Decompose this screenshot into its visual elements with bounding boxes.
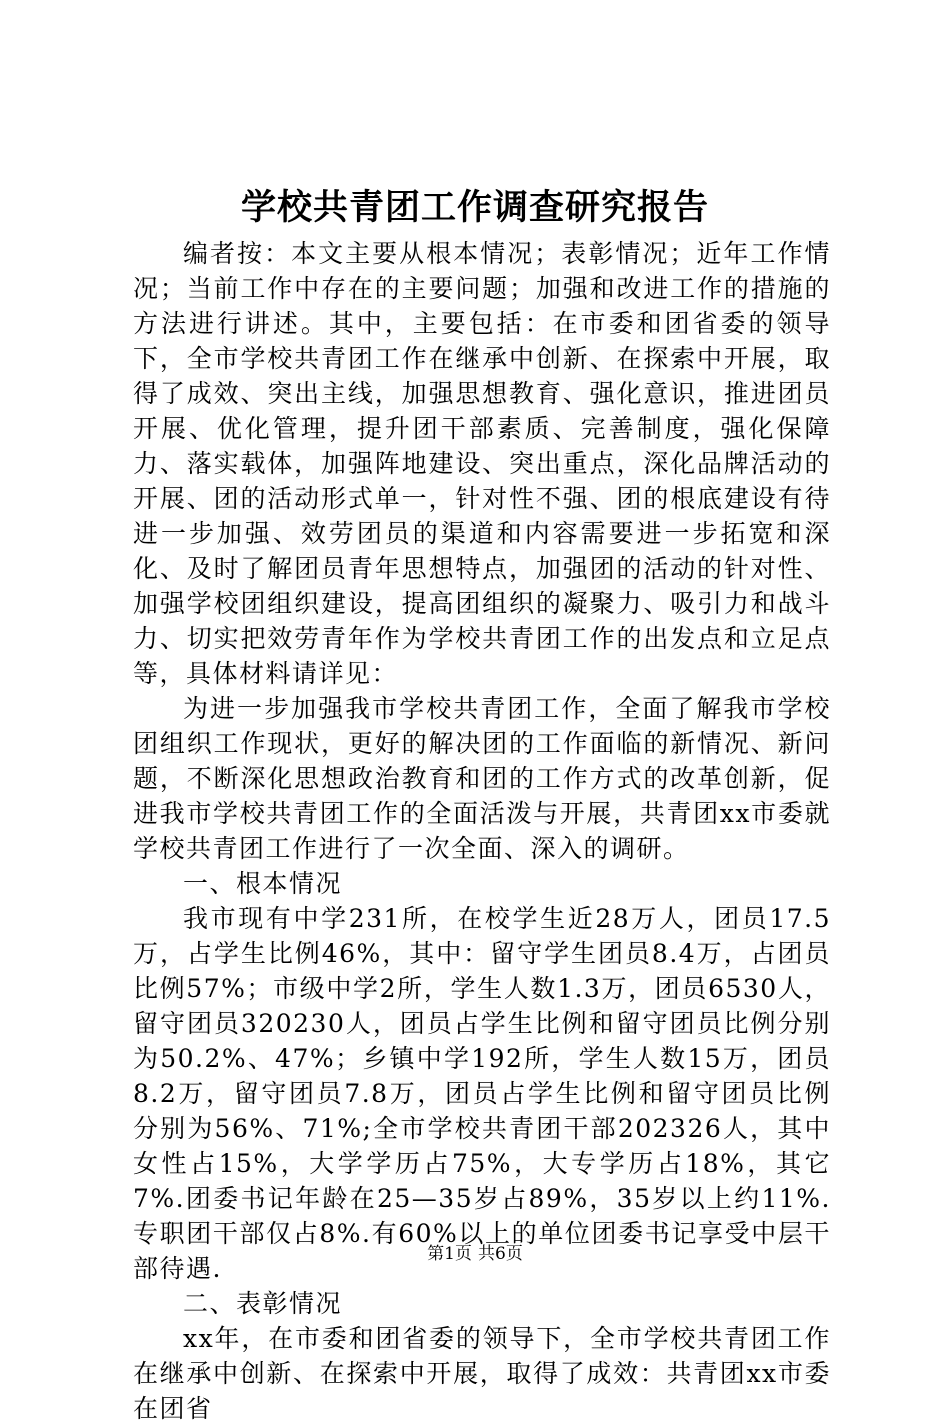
basic-situation-paragraph: 我市现有中学231所，在校学生近28万人，团员17.5万，占学生比例46%，其中：留守学生团员8.4万，占团员比例57%；市级中学2所，学生人数1.3万，团员6530人，留守团员320230人，团员占学生比例和留守团员比例分别为50.2%、47%；乡镇中学192所，学生人数15万，团员8.2万，留守团员7.8万，团员占学生比例和留守团员比例分别为56%、71%;全市学校共青团干部202326人，其中女性占15%，大学学历占75%，大专学历占18%，其它7%.团委书记年龄在25—35岁占89%，35岁以上约11%.专职团干部仅占8%.有60%以上的单位团委书记享受中层干部待遇. <box>133 904 831 1283</box>
page-number: 第1页 <box>427 1244 472 1264</box>
document-title: 学校共青团工作调查研究报告 <box>240 187 709 228</box>
editor-note-paragraph: 编者按：本文主要从根本情况；表彰情况；近年工作情况；当前工作中存在的主要问题；加强和改进工作的措施的方法进行讲述。其中，主要包括：在市委和团省委的领导下，全市学校共青团工作在继承中创新、在探索中开展，取得了成效、突出主线，加强思想教育、强化意识，推进团员开展、优化管理，提升团干部素质、完善制度，强化保障力、落实载体，加强阵地建设、突出重点，深化品牌活动的开展、团的活动形式单一，针对性不强、团的根底建设有待进一步加强、效劳团员的渠道和内容需要进一步拓宽和深化、及时了解团员青年思想特点，加强团的活动的针对性、加强学校团组织建设，提高团组织的凝聚力、吸引力和战斗力、切实把效劳青年作为学校共青团工作的出发点和立足点等，具体材料请详见： <box>133 239 831 688</box>
commendation-paragraph: xx年，在市委和团省委的领导下，全市学校共青团工作在继承中创新、在探索中开展，取得了成效：共青团xx市委在团省 <box>133 1324 831 1423</box>
intro-paragraph: 为进一步加强我市学校共青团工作，全面了解我市学校团组织工作现状，更好的解决团的工作面临的新情况、新问题，不断深化思想政治教育和团的工作方式的改革创新，促进我市学校共青团工作的全面活泼与开展，共青团xx市委就学校共青团工作进行了一次全面、深入的调研。 <box>133 694 831 863</box>
page-total: 共6页 <box>478 1244 523 1264</box>
page-footer <box>0 1240 950 1268</box>
section-heading-commendation: 二、表彰情况 <box>183 1289 343 1318</box>
section-heading-basic: 一、根本情况 <box>183 869 343 898</box>
